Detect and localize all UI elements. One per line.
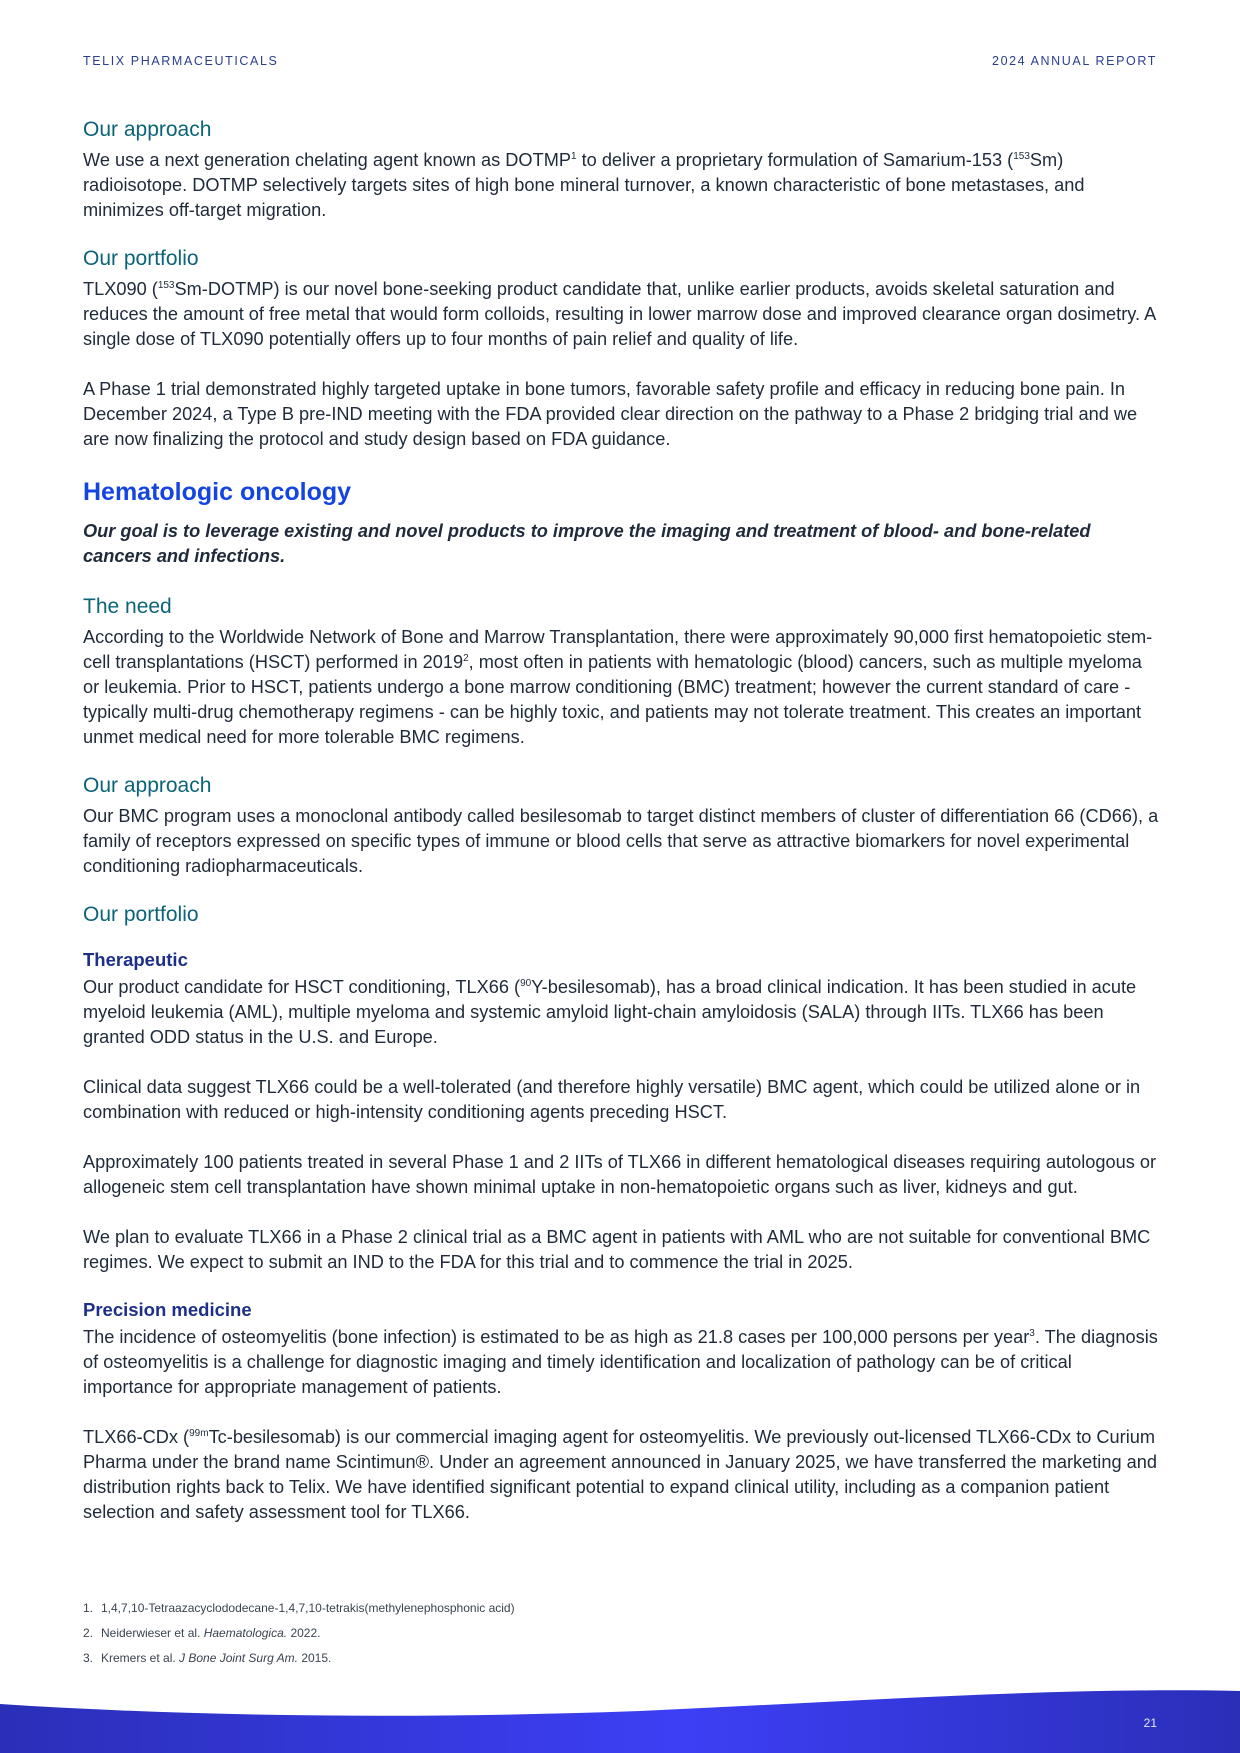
therapeutic-paragraph: Approximately 100 patients treated in several Phase 1 and 2 IITs of TLX66 in different hematological diseases requiring autologous or allogeneic stem cell transplantation have shown minimal uptake in non-hematopoietic organs such as liver, kidneys and gut. (83, 1152, 1157, 1197)
report-title: 2024 ANNUAL REPORT (992, 54, 1157, 68)
therapeutic-paragraph: Clinical data suggest TLX66 could be a well-tolerated (and therefore highly versatile) BMC agent, which could be utilized alone or in combination with reduced or high-intensity conditioning agents preceding HSCT. (83, 1077, 1141, 1122)
footnotes (83, 1600, 515, 1675)
footnote-item: 1. 1,4,7,10-Tetraazacyclododecane-1,4,7,10-tetrakis(methylenephosphonic acid) (83, 1601, 515, 1615)
hemato-approach-heading: Our approach (83, 774, 212, 797)
footnote-item: 2. Neiderwieser et al. Haematologica. 2022. (83, 1626, 321, 1640)
need-text: According to the Worldwide Network of Bone and Marrow Transplantation, there were approximately 90,000 first hematopoietic stem-cell transplantations (HSCT) performed in 2019$^2$, most often in patients with hematologic (blood) cancers, such as multiple myeloma or leukemia. Prior to HSCT, patients undergo a bone marrow conditioning (BMC) treatment; however the current standard of care - typically multi-drug chemotherapy regimens - can be highly toxic, and patients may not tolerate treatment. This creates an important unmet medical need for more tolerable BMC regimens. (83, 627, 1153, 747)
footnote-ref: 2 (463, 652, 469, 664)
need-heading: The need (83, 595, 172, 618)
therapeutic-paragraph: Our product candidate for HSCT conditioning, TLX66 ($^{90}$Y-besilesomab), has a broad clinical indication. It has been studied in acute myeloid leukemia (AML), multiple myeloma and systemic amyloid light-chain amyloidosis (SALA) through IITs. TLX66 has been granted ODD status in the U.S. and Europe. (83, 977, 1137, 1047)
company-name: TELIX PHARMACEUTICALS (83, 54, 279, 68)
bone-approach-text: We use a next generation chelating agent known as DOTMP$^1$ to deliver a proprietary formulation of Samarium-153 ($^{153}$Sm) radioisotope. DOTMP selectively targets sites of high bone mineral turnover, a known characteristic of bone metastases, and minimizes off-target migration. (83, 150, 1085, 220)
bone-portfolio-paragraph: A Phase 1 trial demonstrated highly targeted uptake in bone tumors, favorable safety profile and efficacy in reducing bone pain. In December 2024, a Type B pre-IND meeting with the FDA provided clear direction on the pathway to a Phase 2 bridging trial and we are now finalizing the protocol and study design based on FDA guidance. (83, 379, 1138, 449)
precision-paragraph: The incidence of osteomyelitis (bone infection) is estimated to be as high as 21.8 cases per 100,000 persons per year$^3$. The diagnosis of osteomyelitis is a challenge for diagnostic imaging and timely identification and localization of pathology can be of critical importance for appropriate management of patients. (83, 1327, 1158, 1397)
hematologic-oncology-heading: Hematologic oncology (83, 478, 352, 506)
hemato-portfolio-heading: Our portfolio (83, 903, 199, 926)
bone-approach-heading: Our approach (83, 118, 212, 141)
page-header (83, 54, 1157, 68)
precision-paragraph: TLX66-CDx ($^{99m}$Tc-besilesomab) is our commercial imaging agent for osteomyelitis. We previously out-licensed TLX66-CDx to Curium Pharma under the brand name Scintimun®. Under an agreement announced in January 2025, we have transferred the marketing and distribution rights back to Telix. We have identified significant potential to expand clinical utility, including as a companion patient selection and safety assessment tool for TLX66. (83, 1427, 1157, 1522)
main-content (83, 118, 1163, 1525)
goal-statement: Our goal is to leverage existing and novel products to improve the imaging and treatment of blood- and bone-related cancers and infections. (83, 521, 1091, 566)
footnote-item: 3. Kremers et al. J Bone Joint Surg Am. 2015. (83, 1651, 332, 1665)
therapeutic-paragraph: We plan to evaluate TLX66 in a Phase 2 clinical trial as a BMC agent in patients with AML who are not suitable for conventional BMC regimes. We expect to submit an IND to the FDA for this trial and to commence the trial in 2025. (83, 1227, 1151, 1272)
footnote-ref: 1 (570, 150, 577, 162)
page-number: 21 (1143, 1716, 1157, 1730)
footer-wave-band (0, 1673, 1240, 1753)
hemato-approach-text: Our BMC program uses a monoclonal antibody called besilesomab to target distinct members of cluster of differentiation 66 (CD66), a family of receptors expressed on specific types of immune or blood cells that serve as attractive biomarkers for novel experimental conditioning radiopharmaceuticals. (83, 806, 1159, 876)
bone-portfolio-paragraph: TLX090 ($^{153}$Sm-DOTMP) is our novel bone-seeking product candidate that, unlike earlier products, avoids skeletal saturation and reduces the amount of free metal that would form colloids, resulting in lower marrow dose and improved clearance organ dosimetry. A single dose of TLX090 potentially offers up to four months of pain relief and quality of life. (83, 279, 1156, 349)
bone-portfolio-heading: Our portfolio (83, 247, 199, 270)
precision-medicine-heading: Precision medicine (83, 1299, 252, 1320)
therapeutic-heading: Therapeutic (83, 949, 188, 970)
footnote-ref: 3 (1029, 1327, 1035, 1339)
